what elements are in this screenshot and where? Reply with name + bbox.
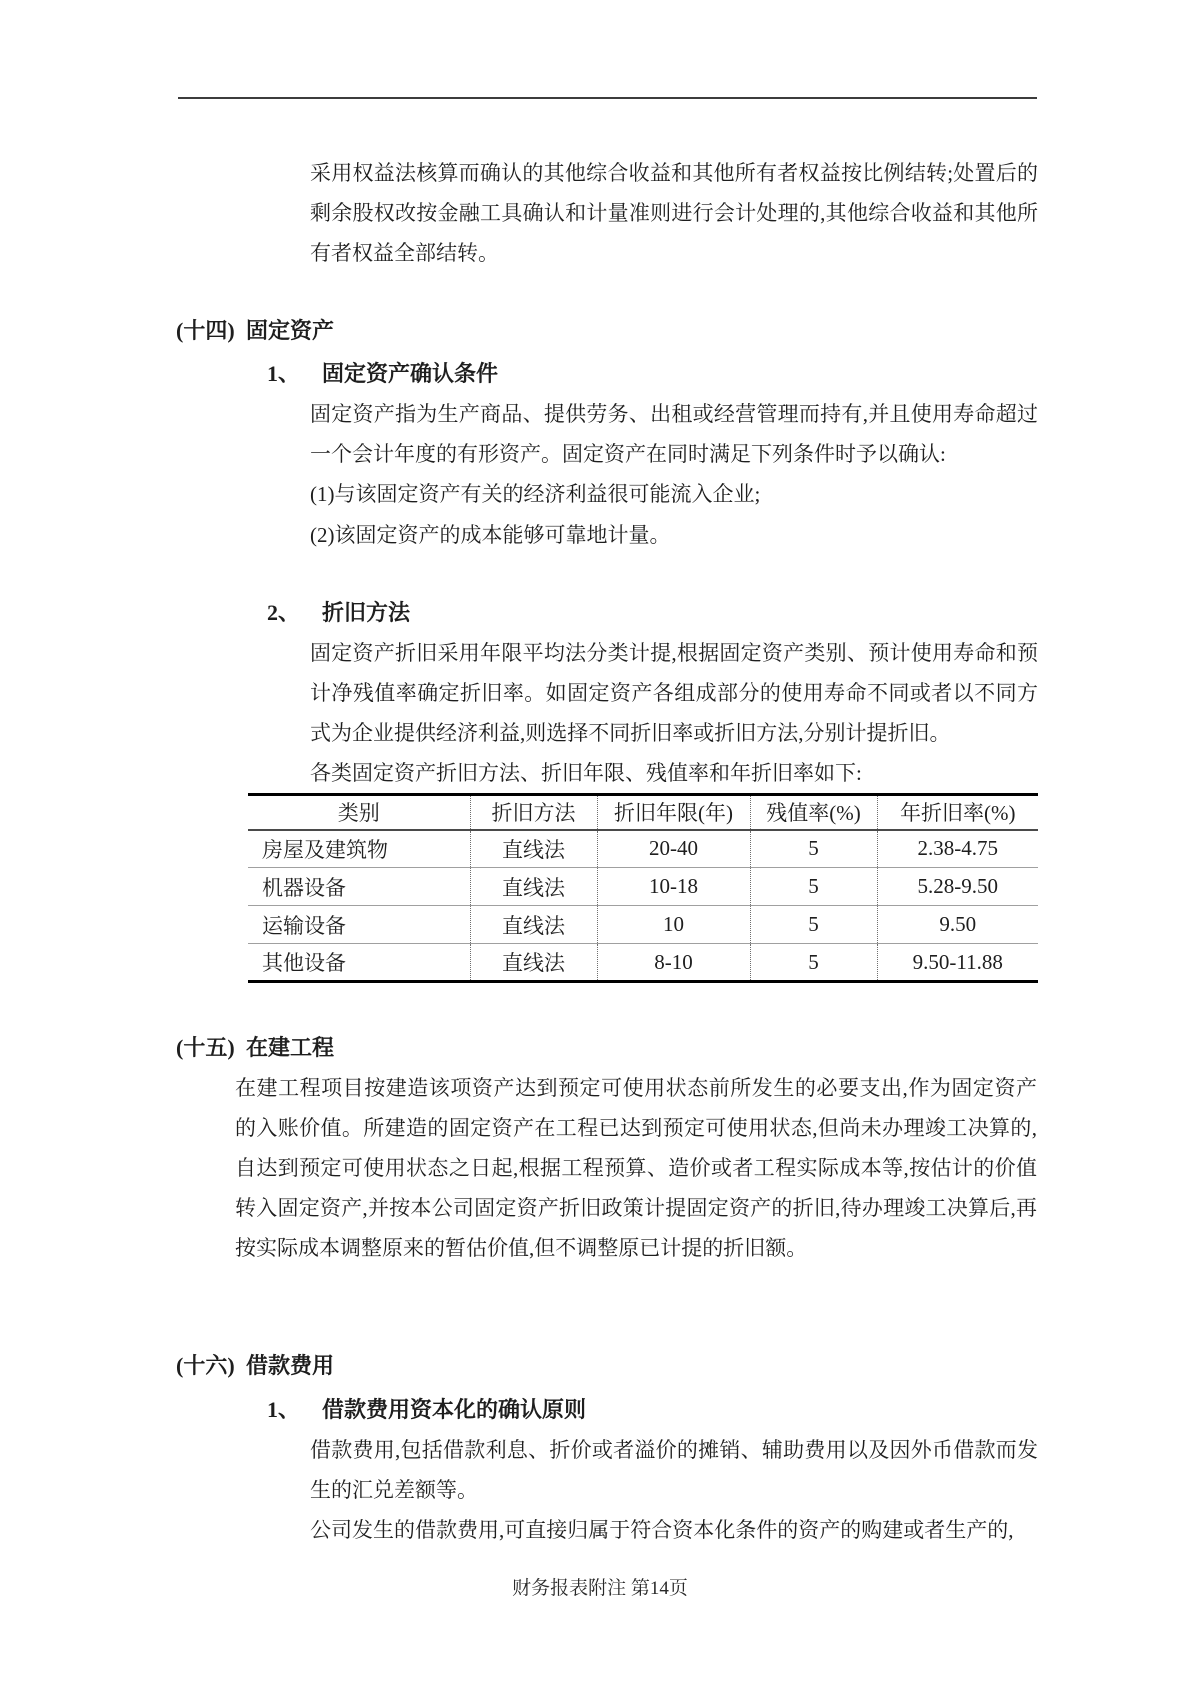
table-cell: 直线法 [470,830,597,868]
section-15-label: (十五) [176,1035,235,1060]
table-row [248,906,1038,944]
table-header-row [248,795,1038,830]
table-cell: 直线法 [470,868,597,906]
intro-paragraph: 采用权益法核算而确认的其他综合收益和其他所有者权益按比例结转;处置后的剩余股权改按金融工具确认和计量准则进行会计处理的,其他综合收益和其他所有者权益全部结转。 [310,161,1038,265]
table-row [248,868,1038,906]
table-cell: 5 [750,944,877,982]
subsection-14-1-number: 1、 [267,361,301,386]
table-cell: 8-10 [597,944,750,982]
table-row [248,830,1038,868]
subsection-heading-16-1 [267,1398,1067,1422]
table-cell: 5 [750,830,877,868]
condition-item-1: (1)与该固定资产有关的经济利益很可能流入企业; [310,482,761,506]
table-cell: 其他设备 [248,944,470,982]
paragraph-depreciation-method: 固定资产折旧采用年限平均法分类计提,根据固定资产类别、预计使用寿命和预计净残值率确定折旧率。如固定资产各组成部分的使用寿命不同或者以不同方式为企业提供经济利益,则选择不同折旧率或折旧方法,分别计提折旧。 [310,641,1038,745]
table-cell: 5 [750,906,877,944]
table-cell: 直线法 [470,944,597,982]
table-cell: 20-40 [597,830,750,868]
section-14-title: 固定资产 [246,318,335,343]
table-intro-line: 各类固定资产折旧方法、折旧年限、残值率和年折旧率如下: [310,761,862,785]
table-cell: 9.50-11.88 [877,944,1038,982]
paragraph-fixed-asset-definition: 固定资产指为生产商品、提供劳务、出租或经营管理而持有,并且使用寿命超过一个会计年度的有形资产。固定资产在同时满足下列条件时予以确认: [310,402,1038,466]
table-cell: 运输设备 [248,906,470,944]
section-14-label: (十四) [176,318,235,343]
table-cell: 10 [597,906,750,944]
subsection-heading-14-2 [267,601,1067,625]
table-cell: 2.38-4.75 [917,836,998,861]
table-cell: 10-18 [597,868,750,906]
paragraph-borrowing-costs-definition: 借款费用,包括借款利息、折价或者溢价的摊销、辅助费用以及因外币借款而发生的汇兑差额等。 [310,1438,1038,1502]
section-15-title: 在建工程 [246,1035,335,1060]
table-cell: 5.28-9.50 [877,868,1038,906]
section-heading-14 [176,319,1076,343]
section-heading-15 [176,1036,1076,1060]
table-cell: 房屋及建筑物 [248,830,470,868]
table-cell: 9.50 [877,906,1038,944]
table-cell: 机器设备 [248,868,470,906]
paragraph-construction-in-progress: 在建工程项目按建造该项资产达到预定可使用状态前所发生的必要支出,作为固定资产的入账价值。所建造的固定资产在工程已达到预定可使用状态,但尚未办理竣工决算的,自达到预定可使用状态之日起,根据工程预算、造价或者工程实际成本等,按估计的价值转入固定资产,并按本公司固定资产折旧政策计提固定资产的折旧,待办理竣工决算后,再按实际成本调整原来的暂估价值,但不调整原已计提的折旧额。 [235,1076,1037,1260]
subsection-14-1-title: 固定资产确认条件 [322,361,499,386]
table-cell: 5 [750,868,877,906]
subsection-16-1-title: 借款费用资本化的确认原则 [322,1397,587,1422]
table-row [248,944,1038,982]
section-heading-16 [176,1354,1076,1378]
subsection-16-1-number: 1、 [267,1397,301,1422]
subsection-heading-14-1 [267,362,1067,386]
section-16-label: (十六) [176,1353,235,1378]
depreciation-table-wrapper [248,793,1038,983]
condition-item-2: (2)该固定资产的成本能够可靠地计量。 [310,523,671,547]
page-footer: 财务报表附注 第14页 [512,1578,688,1599]
section-16-title: 借款费用 [246,1353,335,1378]
subsection-14-2-number: 2、 [267,600,301,625]
table-cell: 直线法 [470,906,597,944]
depreciation-table [248,793,1038,983]
table-header-method: 折旧方法 [470,795,597,830]
table-header-annual-rate: 年折旧率(%) [877,795,1038,830]
table-header-residual-rate: 残值率(%) [750,795,877,830]
header-rule [178,97,1037,99]
paragraph-borrowing-costs-capitalization: 公司发生的借款费用,可直接归属于符合资本化条件的资产的购建或者生产的, [310,1518,1014,1542]
table-header-years: 折旧年限(年) [597,795,750,830]
table-header-category: 类别 [248,795,470,830]
subsection-14-2-title: 折旧方法 [322,600,411,625]
